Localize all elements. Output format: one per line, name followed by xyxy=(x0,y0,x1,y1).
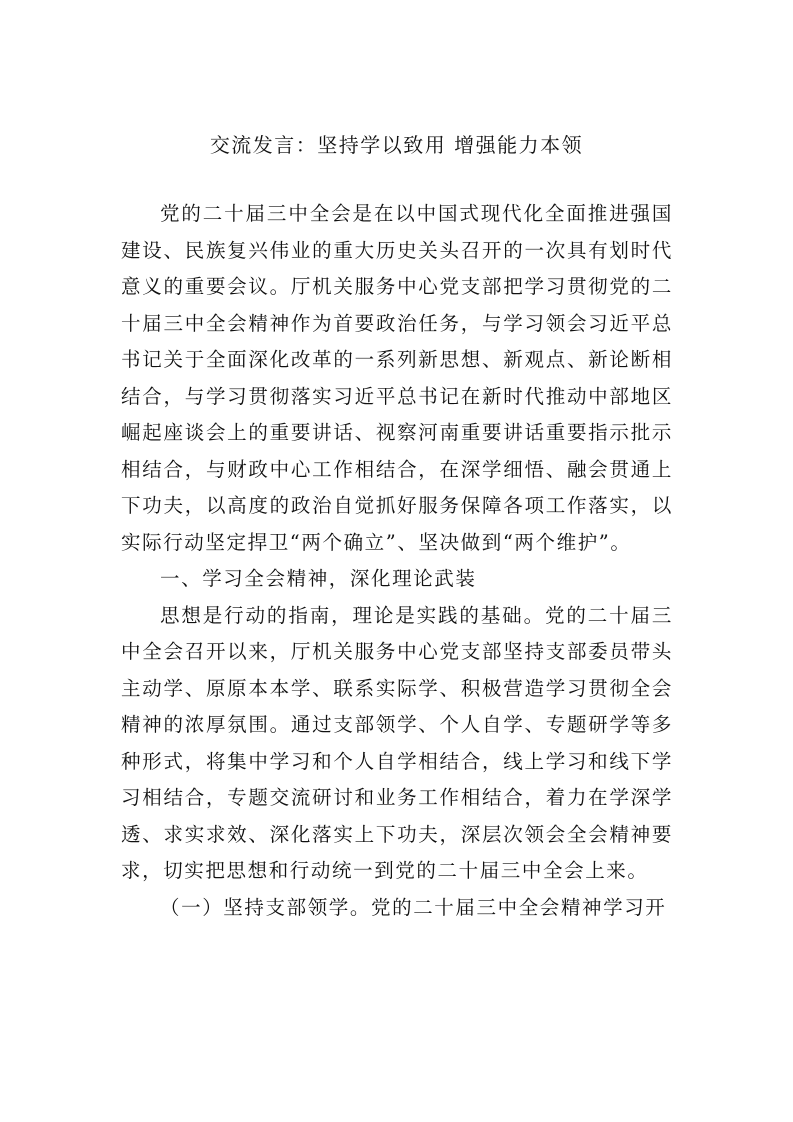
section-heading: 一、学习全会精神，深化理论武装 xyxy=(160,567,477,590)
intro-paragraph: 党的二十届三中全会是在以中国式现代化全面推进强国建设、民族复兴伟业的重大历史关头召开的一次具有划时代意义的重要会议。厅机关服务中心党支部把学习贯彻党的二十届三中全会精神作为首要政治任务，与学习领会习近平总书记关于全面深化改革的一系列新思想、新观点、新论断相结合，与学习贯彻落实习近平总书记在新时代推动中部地区崛起座谈会上的重要讲话、视察河南重要讲话重要指示批示相结合，与财政中心工作相结合，在深学细悟、融会贯通上下功夫，以高度的政治自觉抓好服务保障各项工作落实，以实际行动坚定捍卫“两个确立”、坚决做到“两个维护”。 xyxy=(121,202,673,554)
document-title: 交流发言：坚持学以致用 增强能力本领 xyxy=(209,133,584,157)
subsection-paragraph: （一）坚持支部领学。党的二十届三中全会精神学习开 xyxy=(160,895,667,919)
section-paragraph: 思想是行动的指南，理论是实践的基础。党的二十届三中全会召开以来，厅机关服务中心党支部坚持支部委员带头主动学、原原本本学、联系实际学、积极营造学习贯彻全会精神的浓厚氛围。通过支部领学、个人自学、专题研学等多种形式，将集中学习和个人自学相结合，线上学习和线下学习相结合，专题交流研讨和业务工作相结合，着力在学深学透、求实求效、深化落实上下功夫，深层次领会全会精神要求，切实把思想和行动统一到党的二十届三中全会上来。 xyxy=(121,603,673,882)
document-body xyxy=(121,196,673,926)
